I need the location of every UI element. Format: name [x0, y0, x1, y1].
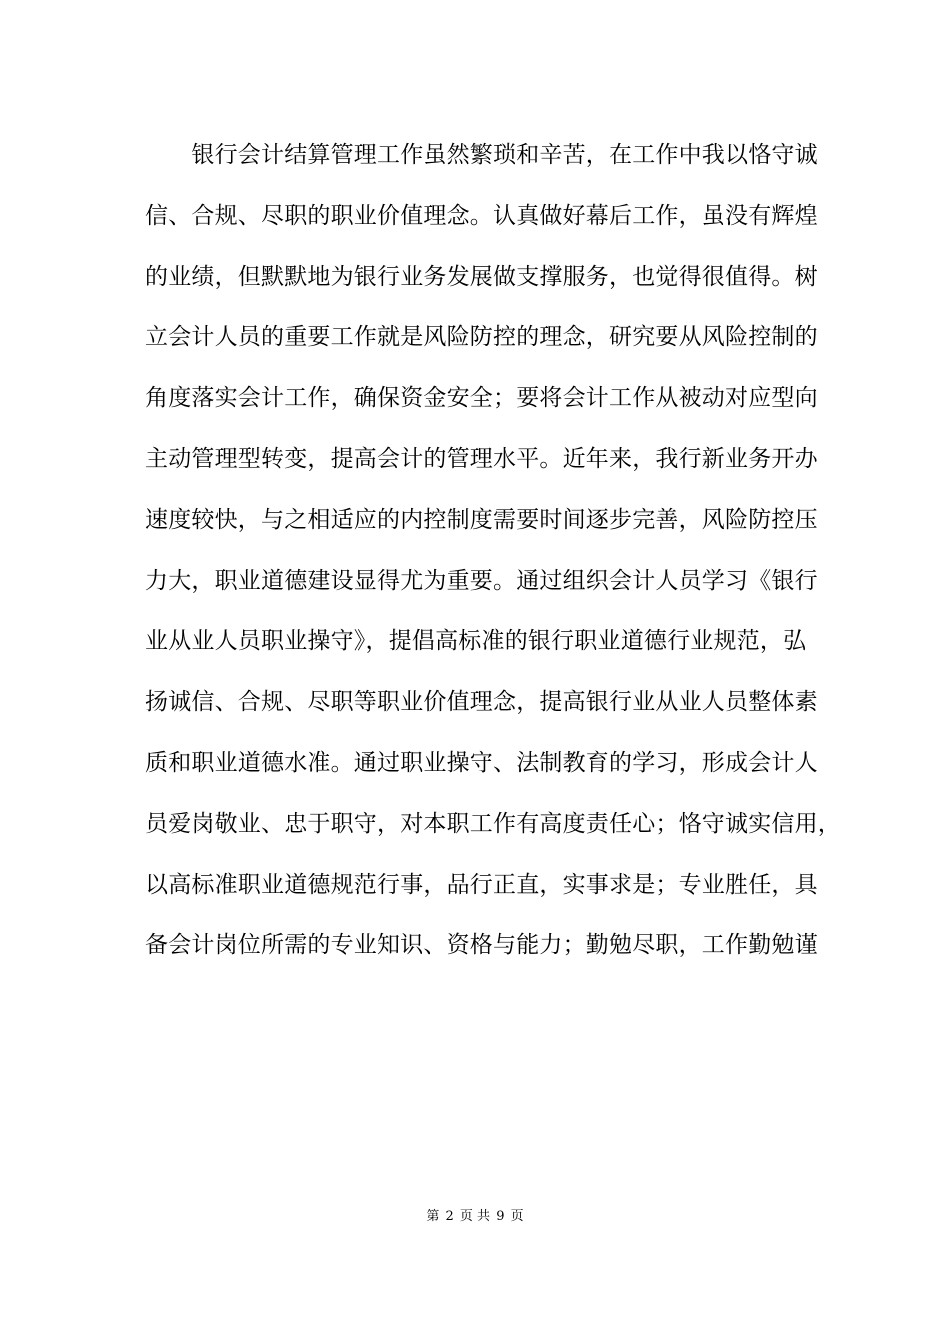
text-line: 的业绩，但默默地为银行业务发展做支撑服务，也觉得很值得。树 — [145, 263, 818, 290]
text-line: 银行会计结算管理工作虽然繁琐和辛苦，在工作中我以恪守诚 — [145, 142, 818, 168]
footer-prefix: 第 — [426, 1209, 440, 1224]
text-line: 业从业人员职业操守》，提倡高标准的银行职业道德行业规范，弘 — [145, 628, 807, 655]
text-line: 角度落实会计工作，确保资金安全；要将会计工作从被动对应型向 — [145, 385, 818, 412]
text-line: 质和职业道德水准。通过职业操守、法制教育的学习，形成会计人 — [145, 749, 818, 776]
text-line: 员爱岗敬业、忠于职守，对本职工作有高度责任心；恪守诚实信用， — [145, 810, 841, 837]
text-line: 以高标准职业道德规范行事，品行正直，实事求是；专业胜任，具 — [145, 871, 818, 898]
text-line: 速度较快，与之相适应的内控制度需要时间逐步完善，风险防控压 — [145, 506, 818, 533]
footer-middle: 页 共 — [459, 1209, 491, 1224]
text-line: 扬诚信、合规、尽职等职业价值理念，提高银行业从业人员整体素 — [145, 689, 818, 716]
body-paragraph — [145, 133, 841, 984]
text-line: 力大，职业道德建设显得尤为重要。通过组织会计人员学习《银行 — [145, 567, 818, 594]
text-line: 主动管理型转变，提高会计的管理水平。近年来，我行新业务开办 — [145, 445, 818, 472]
footer-total-pages: 9 — [496, 1209, 505, 1224]
text-line: 信、合规、尽职的职业价值理念。认真做好幕后工作，虽没有辉煌 — [145, 202, 818, 229]
text-line: 备会计岗位所需的专业知识、资格与能力；勤勉尽职，工作勤勉谨 — [145, 932, 818, 959]
text-line: 立会计人员的重要工作就是风险防控的理念，研究要从风险控制的 — [145, 324, 818, 351]
footer-current-page: 2 — [445, 1209, 454, 1224]
page-footer — [0, 1205, 950, 1224]
footer-suffix: 页 — [510, 1209, 524, 1224]
